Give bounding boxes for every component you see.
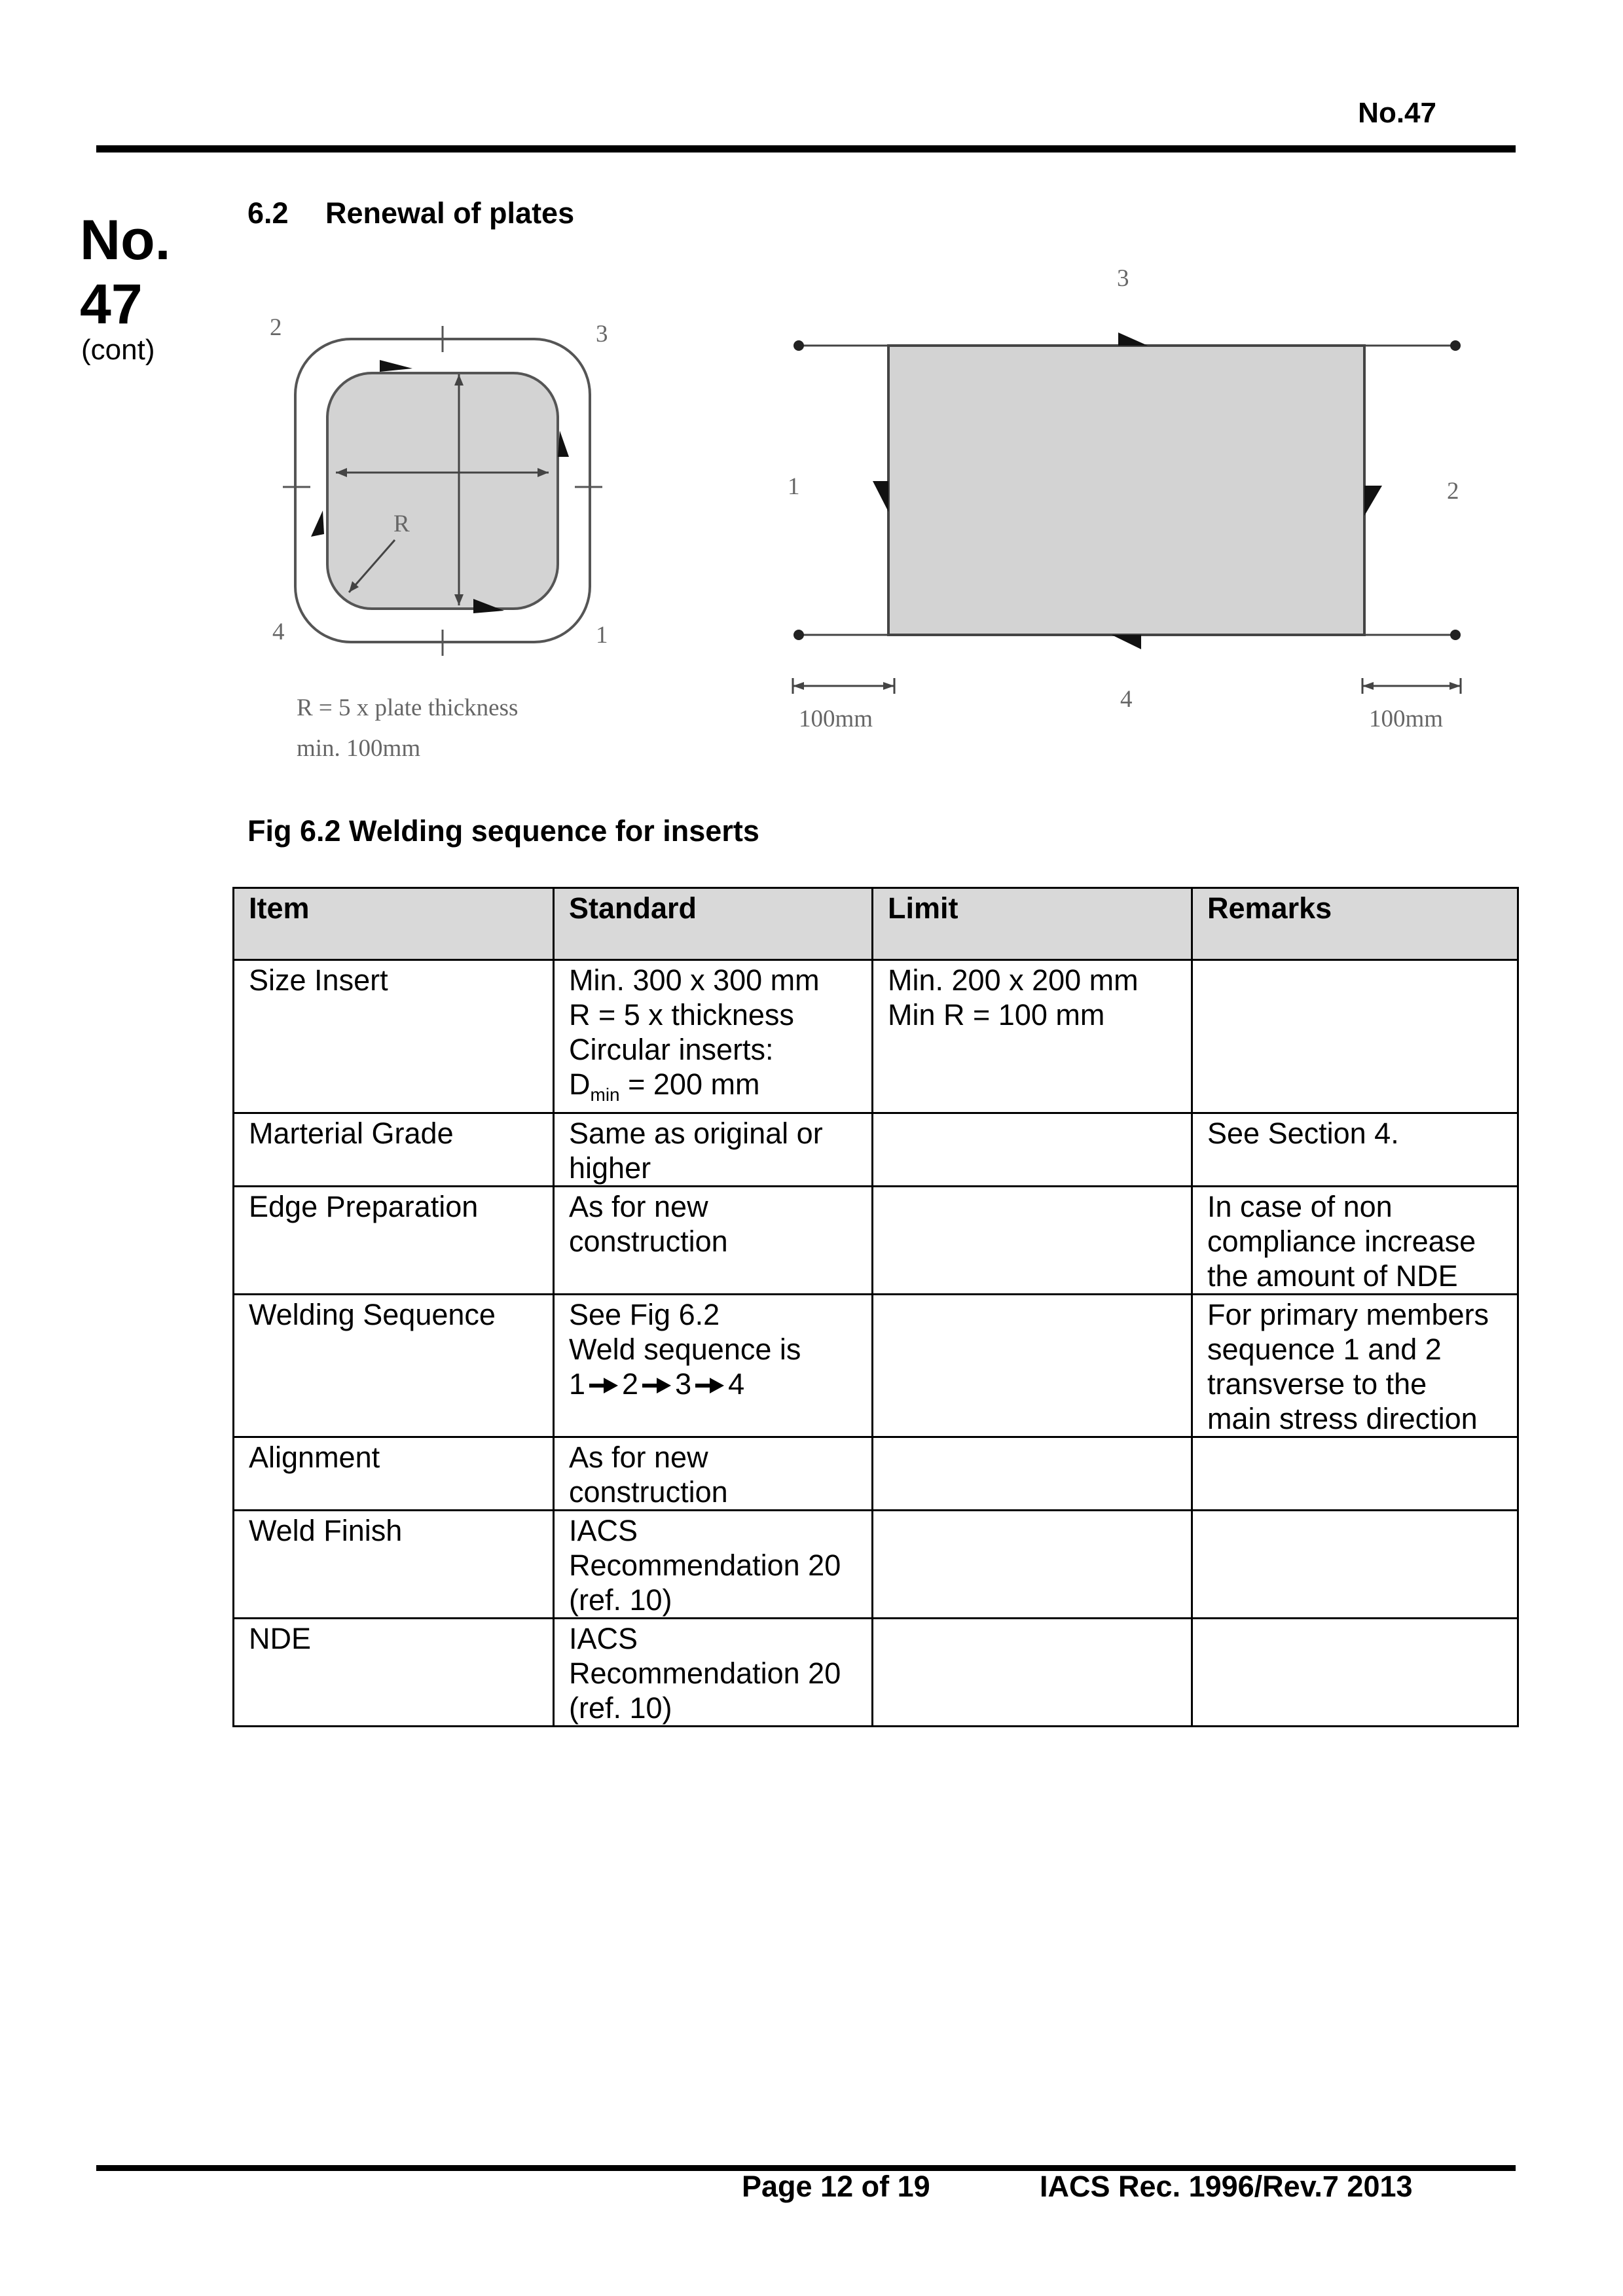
item-cell: Edge Preparation bbox=[234, 1187, 554, 1295]
header-rule bbox=[96, 145, 1516, 152]
edge-point bbox=[793, 630, 804, 640]
item-cell: Weld Finish bbox=[234, 1511, 554, 1619]
arrow-right-icon bbox=[695, 1367, 724, 1401]
round-insert-diagram bbox=[270, 314, 608, 762]
side-rec-number bbox=[80, 208, 171, 336]
remarks-cell bbox=[1192, 960, 1518, 1113]
header-doc-number: No.47 bbox=[1358, 97, 1436, 129]
rect-label-1: 1 bbox=[788, 473, 800, 500]
table-row bbox=[234, 1511, 1518, 1619]
rect-insert-diagram bbox=[788, 265, 1461, 732]
limit-cell bbox=[873, 1113, 1192, 1187]
item-cell: Alignment bbox=[234, 1437, 554, 1511]
item-cell: NDE bbox=[234, 1619, 554, 1727]
figure-drawing bbox=[247, 249, 1516, 785]
limit-cell: Min. 200 x 200 mm Min R = 100 mm bbox=[873, 960, 1192, 1113]
edge-point bbox=[793, 340, 804, 351]
insert-plate bbox=[327, 373, 558, 609]
rect-label-2: 2 bbox=[1447, 478, 1459, 505]
remarks-cell: In case of non compliance increase the amount of NDE bbox=[1192, 1187, 1518, 1295]
standard-cell: Same as original or higher bbox=[554, 1113, 873, 1187]
header-standard: Standard bbox=[554, 888, 873, 960]
header-remarks: Remarks bbox=[1192, 888, 1518, 960]
remarks-cell: See Section 4. bbox=[1192, 1113, 1518, 1187]
side-no-label: No. bbox=[80, 209, 171, 272]
weld-sequence: 1 2 3 4 bbox=[569, 1367, 745, 1401]
rect-insert-plate bbox=[888, 346, 1364, 635]
item-cell: Size Insert bbox=[234, 960, 554, 1113]
standard-cell: As for new construction bbox=[554, 1187, 873, 1295]
edge-point bbox=[1450, 630, 1461, 640]
rect-weld-arrow-left bbox=[873, 481, 888, 512]
round-label-1: 1 bbox=[596, 622, 608, 649]
standard-cell: IACS Recommendation 20 (ref. 10) bbox=[554, 1511, 873, 1619]
round-label-3: 3 bbox=[596, 321, 608, 348]
footer-page-number: Page 12 of 19 bbox=[742, 2170, 930, 2203]
standard-cell: IACS Recommendation 20 (ref. 10) bbox=[554, 1619, 873, 1727]
rect-weld-arrow-bottom bbox=[1112, 635, 1141, 649]
radius-label: R bbox=[393, 511, 410, 537]
limit-cell bbox=[873, 1187, 1192, 1295]
welding-sequence-figure bbox=[247, 249, 1516, 785]
limit-cell bbox=[873, 1437, 1192, 1511]
round-label-2: 2 bbox=[270, 314, 282, 341]
table-row bbox=[234, 1619, 1518, 1727]
edge-point bbox=[1450, 340, 1461, 351]
rect-weld-arrow-top bbox=[1118, 332, 1148, 346]
remarks-cell bbox=[1192, 1619, 1518, 1727]
standard-cell: As for new construction bbox=[554, 1437, 873, 1511]
rect-weld-arrow-right bbox=[1364, 486, 1382, 516]
dim-label-right: 100mm bbox=[1369, 706, 1444, 732]
insert-requirements-table bbox=[232, 887, 1519, 1727]
limit-cell bbox=[873, 1619, 1192, 1727]
side-no-value: 47 bbox=[80, 273, 143, 336]
radius-note-2: min. 100mm bbox=[297, 735, 421, 762]
table-row bbox=[234, 1295, 1518, 1437]
rect-label-4: 4 bbox=[1120, 686, 1133, 713]
limit-cell bbox=[873, 1511, 1192, 1619]
round-label-4: 4 bbox=[272, 619, 285, 645]
remarks-cell bbox=[1192, 1437, 1518, 1511]
header-limit: Limit bbox=[873, 888, 1192, 960]
table-row bbox=[234, 1187, 1518, 1295]
section-number: 6.2 bbox=[247, 196, 289, 230]
table-row bbox=[234, 1437, 1518, 1511]
arrow-right-icon bbox=[642, 1367, 671, 1401]
table-row bbox=[234, 1113, 1518, 1187]
standard-cell: Min. 300 x 300 mm R = 5 x thickness Circular inserts: $D_{min} = 200$ mm bbox=[554, 960, 873, 1113]
table-row bbox=[234, 960, 1518, 1113]
arrow-right-icon bbox=[589, 1367, 618, 1401]
footer-revision: IACS Rec. 1996/Rev.7 2013 bbox=[1040, 2170, 1413, 2203]
item-cell: Welding Sequence bbox=[234, 1295, 554, 1437]
header-item: Item bbox=[234, 888, 554, 960]
item-cell: Marterial Grade bbox=[234, 1113, 554, 1187]
rect-label-3: 3 bbox=[1117, 265, 1129, 292]
remarks-cell: For primary members sequence 1 and 2 transverse to the main stress direction bbox=[1192, 1295, 1518, 1437]
remarks-cell bbox=[1192, 1511, 1518, 1619]
figure-caption: Fig 6.2 Welding sequence for inserts bbox=[247, 814, 759, 848]
table-header-row bbox=[234, 888, 1518, 960]
side-cont: (cont) bbox=[81, 334, 155, 366]
radius-note-1: R = 5 x plate thickness bbox=[297, 694, 519, 721]
section-title: Renewal of plates bbox=[325, 196, 575, 230]
limit-cell bbox=[873, 1295, 1192, 1437]
standard-cell: See Fig 6.2 Weld sequence is 1 2 3 4 bbox=[554, 1295, 873, 1437]
dim-label-left: 100mm bbox=[799, 706, 873, 732]
